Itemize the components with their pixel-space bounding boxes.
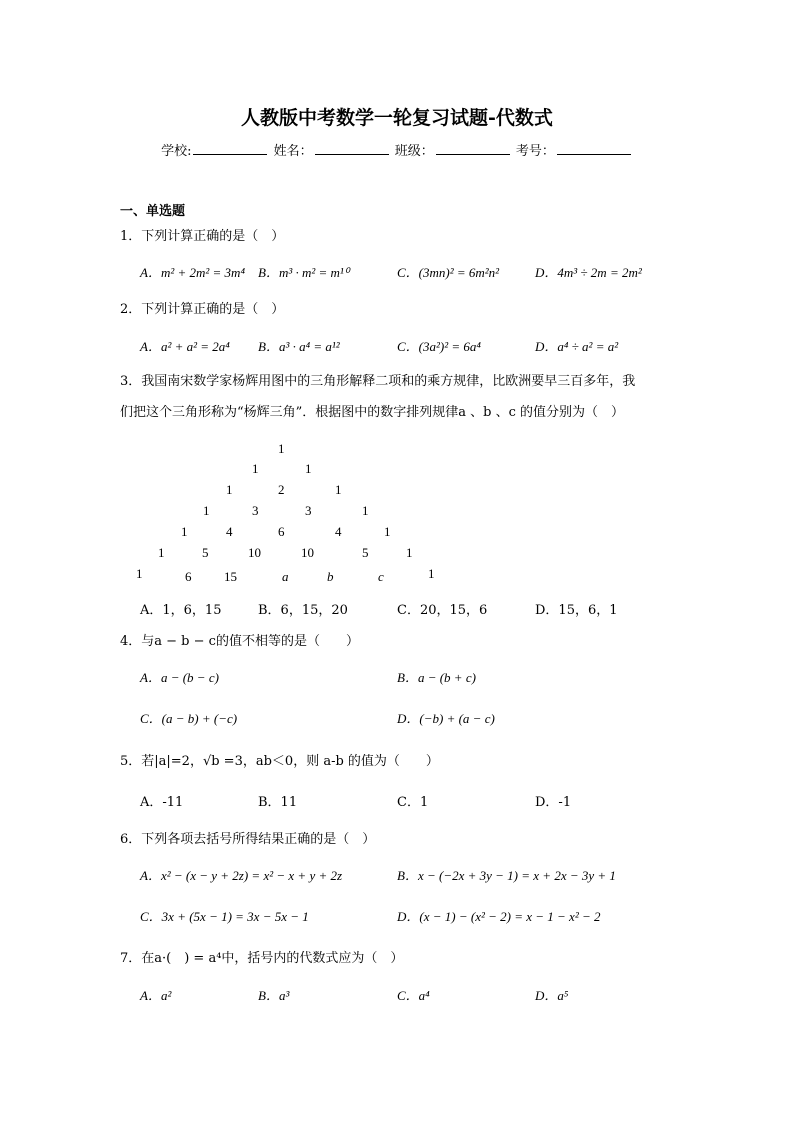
q7-option-b[interactable]: B．a³ [258,988,290,1003]
q1-option-b[interactable]: B．m³ · m² = m¹⁰ [258,265,350,280]
triangle-cell: 1 [226,482,233,497]
q6-option-a[interactable]: A．x² − (x − y + 2z) = x² − x + y + 2z [140,868,343,883]
triangle-cell: 1 [136,566,143,581]
question-6-stem: 6．下列各项去括号所得结果正确的是（ ） [120,832,376,847]
question-4-stem: 4．与a − b − c的值不相等的是（ ） [120,634,359,649]
q5-option-d[interactable]: D．-1 [535,795,572,810]
question-3-stem-line-2: 们把这个三角形称为“杨辉三角”．根据图中的数字排列规律a 、b 、c 的值分别为（ ） [120,405,625,420]
q4-option-a[interactable]: A．a − (b − c) [140,670,219,685]
triangle-cell: 1 [252,461,259,476]
triangle-cell: 15 [224,569,237,584]
q5-option-a[interactable]: A．-11 [140,795,184,810]
triangle-cell: 3 [305,503,312,518]
question-2-stem: 2．下列计算正确的是（ ） [120,302,285,317]
exam-no-blank[interactable] [557,143,631,155]
q3-option-b[interactable]: B．6，15，20 [258,603,348,618]
triangle-cell: 10 [248,545,261,560]
triangle-cell: 5 [202,545,209,560]
triangle-cell: 1 [278,441,285,456]
triangle-cell: 6 [278,524,285,539]
school-label: 学校: [161,144,192,159]
q5-option-b[interactable]: B．11 [258,795,298,810]
q6-option-c[interactable]: C．3x + (5x − 1) = 3x − 5x − 1 [140,909,309,924]
q3-option-a[interactable]: A．1，6，15 [140,603,222,618]
triangle-cell: 4 [226,524,233,539]
triangle-cell-c: c [378,569,384,584]
name-blank[interactable] [315,143,389,155]
q1-option-a[interactable]: A．m² + 2m² = 3m⁴ [140,265,245,280]
exam-no-label: 考号： [515,144,555,159]
triangle-cell: 1 [305,461,312,476]
section-heading: 一、单选题 [120,204,186,219]
triangle-cell: 2 [278,482,285,497]
q7-option-d[interactable]: D．a⁵ [535,988,569,1003]
triangle-cell: 4 [335,524,342,539]
school-blank[interactable] [193,143,267,155]
q7-option-a[interactable]: A．a² [140,988,172,1003]
q4-option-d[interactable]: D．(−b) + (a − c) [397,711,495,726]
triangle-cell: 5 [362,545,369,560]
triangle-cell: 1 [362,503,369,518]
triangle-cell: 1 [335,482,342,497]
triangle-cell-b: b [327,569,334,584]
page-title: 人教版中考数学一轮复习试题-代数式 [241,107,553,129]
question-1-stem: 1．下列计算正确的是（ ） [120,229,285,244]
triangle-cell-a: a [282,569,289,584]
question-5-stem: 5．若|a|=2，√b =3，ab＜0，则 a-b 的值为（ ） [120,754,439,769]
q1-option-c[interactable]: C．(3mn)² = 6m²n² [397,265,500,280]
q2-option-a[interactable]: A．a² + a² = 2a⁴ [140,339,230,354]
triangle-cell: 1 [203,503,210,518]
class-blank[interactable] [436,143,510,155]
student-info-line [0,140,794,159]
q5-option-c[interactable]: C．1 [397,795,429,810]
q1-option-d[interactable]: D．4m³ ÷ 2m = 2m² [535,265,642,280]
q2-option-b[interactable]: B．a³ · a⁴ = a¹² [258,339,340,354]
q3-option-c[interactable]: C．20，15，6 [397,603,488,618]
triangle-cell: 1 [181,524,188,539]
q4-option-c[interactable]: C．(a − b) + (−c) [140,711,238,726]
question-3-stem-line-1: 3．我国南宋数学家杨辉用图中的三角形解释二项和的乘方规律，比欧洲要早三百多年，我 [120,374,636,389]
triangle-cell: 1 [428,566,435,581]
q3-option-d[interactable]: D．15，6，1 [535,603,618,618]
q6-option-b[interactable]: B．x − (−2x + 3y − 1) = x + 2x − 3y + 1 [397,868,616,883]
name-label: 姓名： [273,144,313,159]
class-label: 班级： [394,144,434,159]
question-7-stem: 7．在a·( ) = a⁴中，括号内的代数式应为（ ） [120,951,404,966]
q7-option-c[interactable]: C．a⁴ [397,988,430,1003]
triangle-cell: 6 [185,569,192,584]
q2-option-c[interactable]: C．(3a²)² = 6a⁴ [397,339,481,354]
q6-option-d[interactable]: D．(x − 1) − (x² − 2) = x − 1 − x² − 2 [397,909,601,924]
triangle-cell: 1 [158,545,165,560]
triangle-cell: 3 [252,503,259,518]
triangle-cell: 1 [406,545,413,560]
q4-option-b[interactable]: B．a − (b + c) [397,670,476,685]
triangle-cell: 1 [384,524,391,539]
q2-option-d[interactable]: D．a⁴ ÷ a² = a² [535,339,619,354]
triangle-cell: 10 [301,545,314,560]
